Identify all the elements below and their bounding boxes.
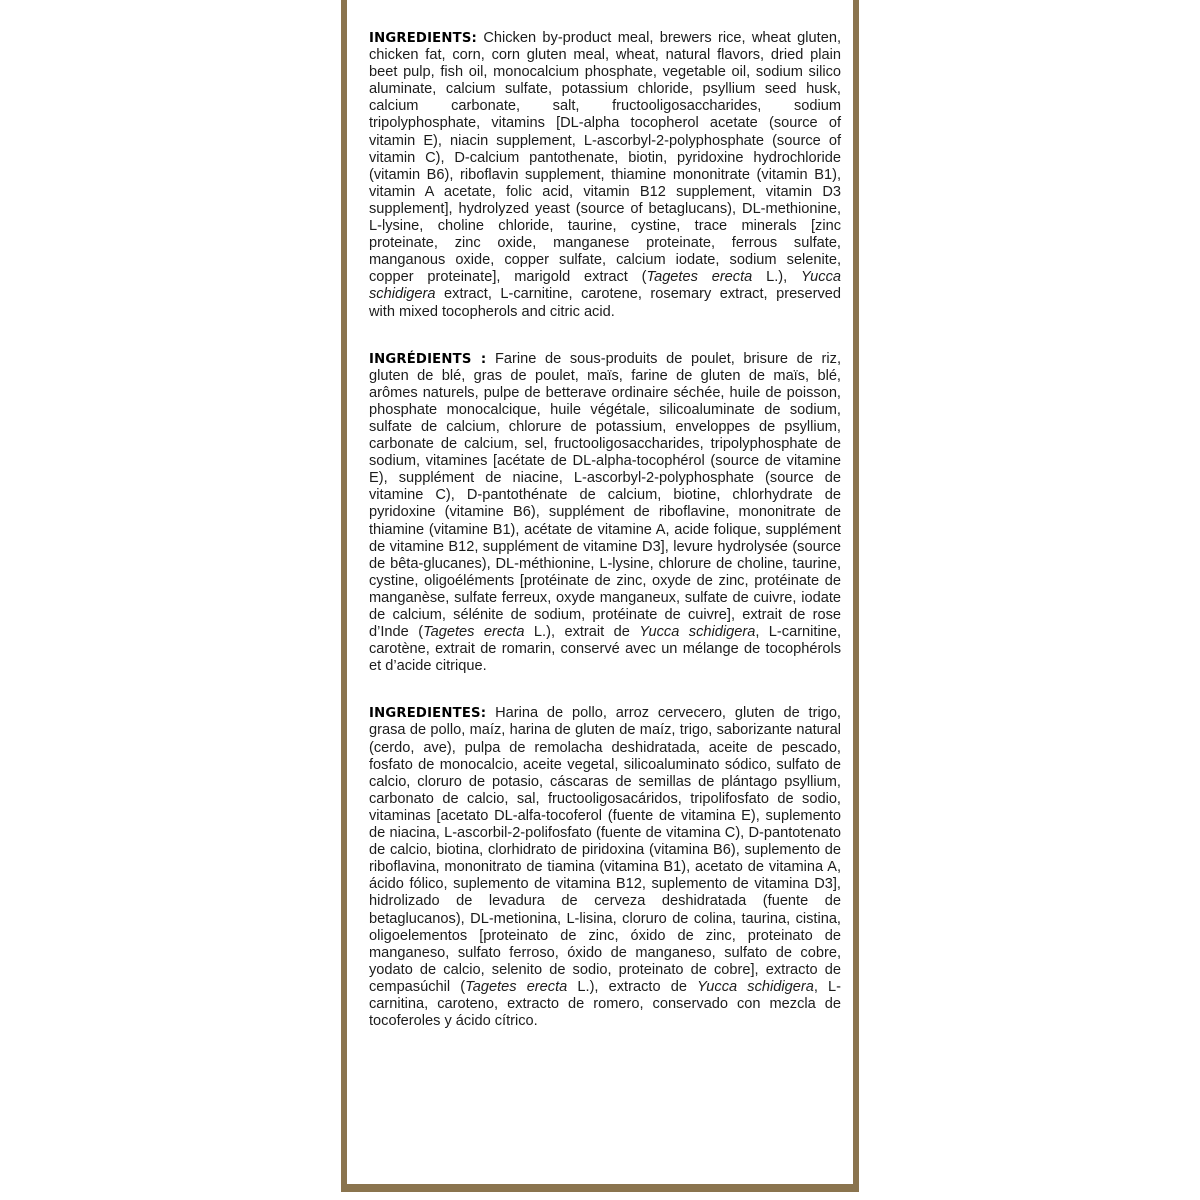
ingredients-english-heading: INGREDIENTS: bbox=[369, 31, 477, 46]
ingredients-spanish bbox=[369, 705, 841, 1030]
ingredients-english-text: Chicken by-product meal, brewers rice, wheat gluten, chicken fat, corn, corn gluten meal, wheat, natural flavors, dried plain beet pulp, fish oil, monocalcium phosphate, vegetable oil, sodium silico aluminate, calcium sulfate, potassium chloride, psyllium seed husk, calcium carbonate, salt, fructooligosaccharides, sodium tripolyphosphate, vitamins [DL-alpha tocopherol acetate (source of vitamin E), niacin supplement, L-ascorbyl-2-polyphosphate (source of vitamin C), D-calcium pantothenate, biotin, pyridoxine hydrochloride (vitamin B6), riboflavin supplement, thiamine mononitrate (vitamin B1), vitamin A acetate, folic acid, vitamin B12 supplement, vitamin D3 supplement], hydrolyzed yeast (source of betaglucans), DL-methionine, L-lysine, choline chloride, taurine, cystine, trace minerals [zinc proteinate, zinc oxide, manganese proteinate, ferrous sulfate, manganous oxide, copper sulfate, calcium iodate, sodium selenite, copper proteinate], marigold extract ( bbox=[369, 30, 841, 286]
ingredients-english-yucca: Yucca schidigera bbox=[369, 269, 841, 303]
ingredients-french-tagetes: Tagetes erecta bbox=[423, 624, 525, 641]
ingredients-spanish-heading: INGREDIENTES: bbox=[369, 706, 487, 722]
ingredients-english bbox=[369, 30, 841, 321]
ingredients-spanish-tagetes: Tagetes erecta bbox=[465, 978, 568, 995]
ingredients-spanish-yucca: Yucca schidigera bbox=[697, 978, 814, 995]
ingredients-french-text-3: , L-carnitine, carotène, extrait de romarin, conservé avec un mélange de tocophérols et d’acide citrique. bbox=[369, 624, 842, 675]
ingredients-french-text: Farine de sous-produits de poulet, brisure de riz, gluten de blé, gras de poulet, maïs, farine de gluten de maïs, blé, arômes naturels, pulpe de betterave ordinaire séchée, huile de poisson, phosphate monocalcique, huile végétale, silicoaluminate de sodium, sulfate de calcium, chlorure de potassium, enveloppes de psyllium, carbonate de calcium, sel, fructooligosaccharides, tripolyphosphate de sodium, vitamines [acétate de DL-alpha-tocophérol (source de vitamine E), supplément de niacine, L-ascorbyl-2-polyphosphate (source de vitamine C), D-pantothénate de calcium, biotine, chlorhydrate de pyridoxine (vitamine B6), supplément de riboflavine, mononitrate de thiamine (vitamine B1), acétate de vitamine A, acide folique, supplément de vitamine B12, supplément de vitamine D3], levure hydrolysée (source de bêta-glucanes), DL-méthionine, L-lysine, chlorure de choline, taurine, cystine, oligoéléments [protéinate de zinc, oxyde de zinc, protéinate de manganèse, sulfate ferreux, oxyde manganeux, sulfate de cuivre, iodate de calcium, sélénite de sodium, protéinate de cuivre], extrait de rose d’Inde ( bbox=[369, 350, 841, 641]
ingredients-spanish-text-3: , L-carnitina, caroteno, extracto de romero, conservado con mezcla de tocoferoles y ácido cítrico. bbox=[369, 978, 841, 1030]
ingredients-french-text-2: L.), extrait de bbox=[524, 624, 640, 641]
ingredients-spanish-text-2: L.), extracto de bbox=[567, 978, 698, 995]
ingredients-french-yucca: Yucca schidigera bbox=[639, 624, 756, 641]
ingredients-french bbox=[369, 351, 841, 676]
ingredients-label-panel bbox=[341, 0, 859, 1192]
ingredients-french-heading: INGRÉDIENTS : bbox=[369, 351, 487, 367]
ingredients-english-text-3: extract, L-carnitine, carotene, rosemary extract, preserved with mixed tocopherols and citric acid. bbox=[369, 286, 841, 320]
ingredients-spanish-text: Harina de pollo, arroz cervecero, gluten de trigo, grasa de pollo, maíz, harina de gluten de maíz, trigo, saborizante natural (cerdo, ave), pulpa de remolacha deshidratada, aceite de pescado, fosfato de monocalcio, aceite vegetal, silicoaluminato sódico, sulfato de calcio, cloruro de potasio, cáscaras de semillas de plántago psyllium, carbonato de calcio, sal, fructooligosacáridos, tripolifosfato de sodio, vitaminas [acetato DL-alfa-tocoferol (fuente de vitamina E), suplemento de niacina, L-ascorbil-2-polifosfato (fuente de vitamina C), D-pantotenato de calcio, biotina, clorhidrato de piridoxina (vitamina B6), suplemento de riboflavina, mononitrato de tiamina (vitamina B1), acetato de vitamina A, ácido fólico, suplemento de vitamina B12, suplemento de vitamina D3], hidrolizado de levadura de cerveza deshidratada (fuente de betaglucanos), DL-metionina, L-lisina, cloruro de colina, taurina, cistina, oligoelementos [proteinato de zinc, óxido de zinc, proteinato de manganeso, sulfato ferroso, óxido de manganeso, sulfato de cobre, yodato de calcio, selenito de sodio, proteinato de cobre], extracto de cempasúchil ( bbox=[369, 705, 841, 995]
ingredients-english-text-2: L.), bbox=[752, 269, 801, 286]
ingredients-english-tagetes: Tagetes erecta bbox=[646, 269, 753, 286]
ingredients-content bbox=[369, 30, 841, 1060]
